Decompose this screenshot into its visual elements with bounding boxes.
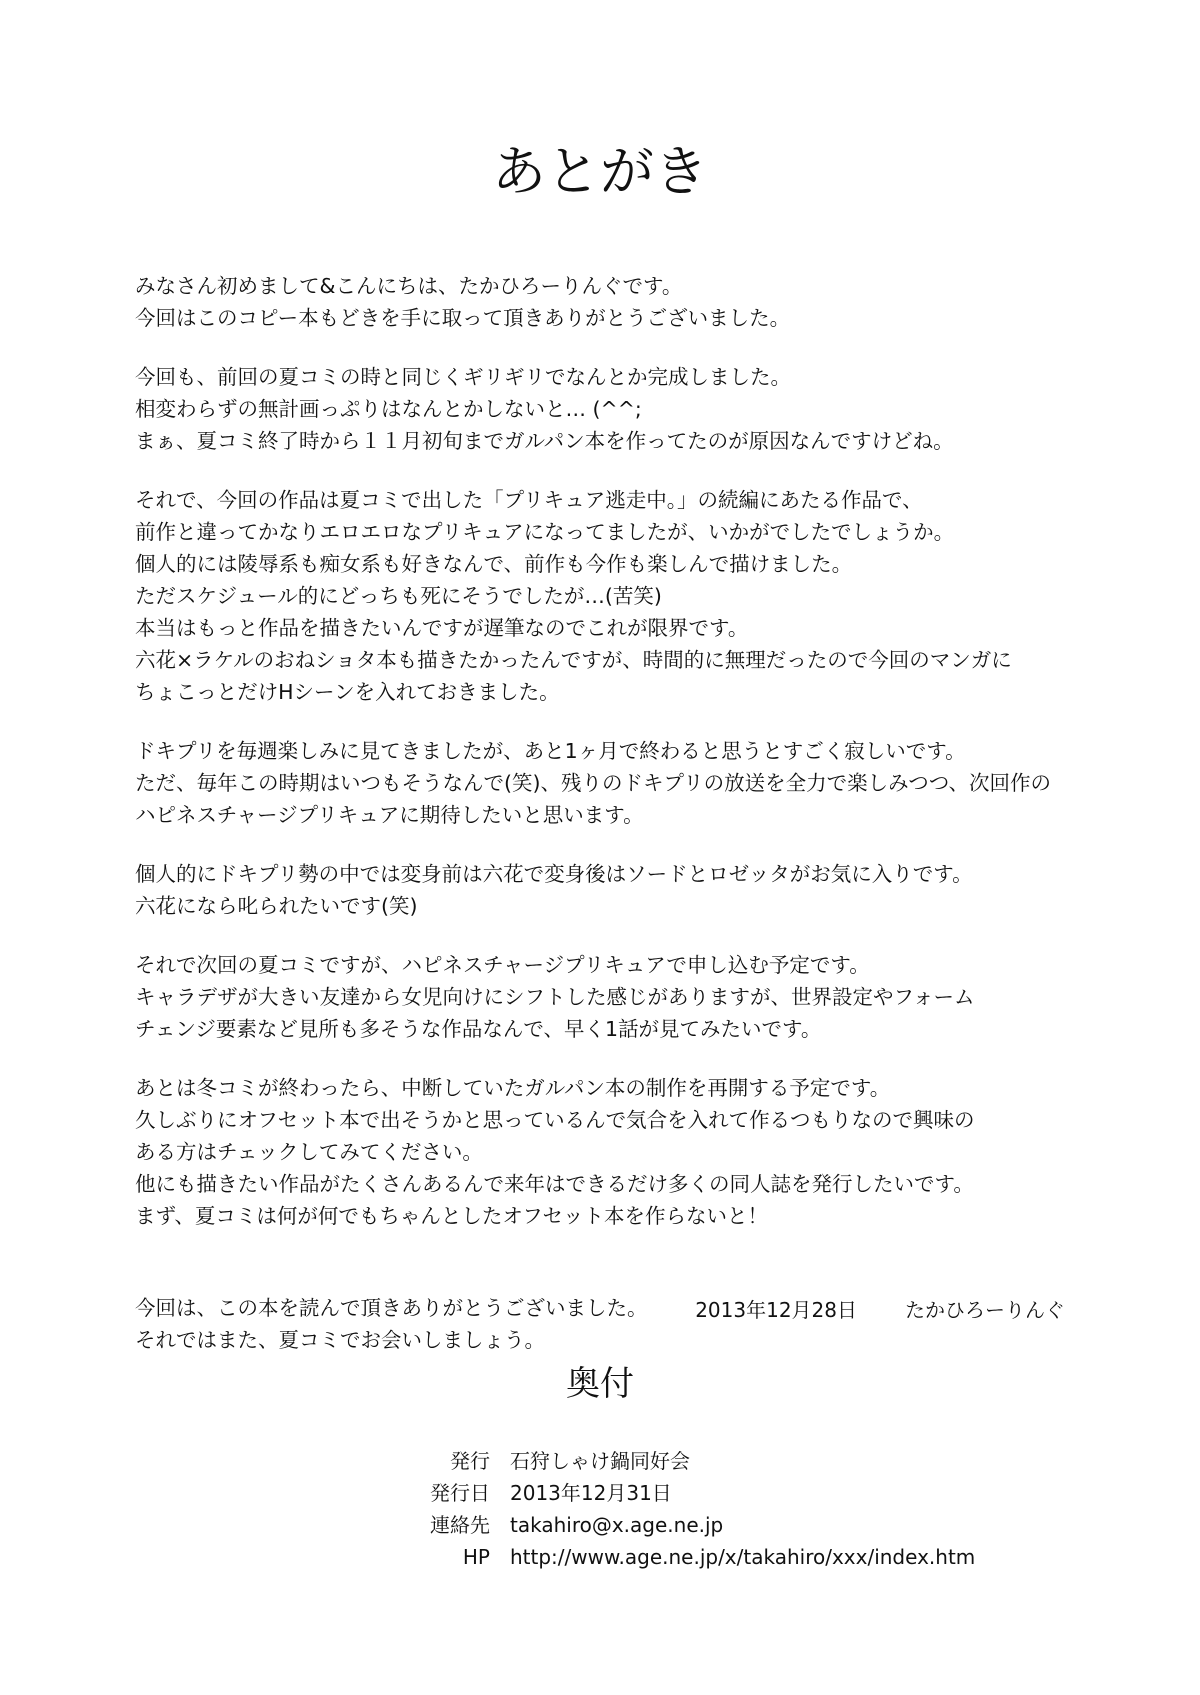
colophon-key: HP bbox=[462, 1545, 490, 1569]
text-line: 久しぶりにオフセット本で出そうかと思っているんで気合を入れて作るつもりなので興味の bbox=[135, 1108, 975, 1132]
text-line: みなさん初めまして&こんにちは、たかひろーりんぐです。 bbox=[135, 274, 683, 298]
paragraph bbox=[135, 735, 1095, 831]
signature bbox=[670, 1265, 1065, 1355]
paragraph bbox=[135, 949, 1095, 1045]
afterword-body bbox=[135, 270, 1095, 1383]
text-line: ハピネスチャージプリキュアに期待したいと思います。 bbox=[135, 803, 644, 827]
text-line: ドキプリを毎週楽しみに見てきましたが、あと1ヶ月で終わると思うとすごく寂しいです。 bbox=[135, 739, 966, 763]
colophon-row bbox=[330, 1477, 930, 1509]
text-line: ただ、毎年この時期はいつもそうなんで(笑)、残りのドキプリの放送を全力で楽しみつつ、次回作の bbox=[135, 771, 1051, 795]
text-line: ちょこっとだけHシーンを入れておきました。 bbox=[135, 680, 560, 704]
signature-author: たかひろーりんぐ bbox=[905, 1298, 1065, 1322]
text-line: チェンジ要素など見所も多そうな作品なんで、早く1話が見てみたいです。 bbox=[135, 1017, 822, 1041]
text-line: ただスケジュール的にどっちも死にそうでしたが…(苦笑) bbox=[135, 584, 662, 608]
text-line: キャラデザが大きい友達から女児向けにシフトした感じがありますが、世界設定やフォーム bbox=[135, 985, 975, 1009]
colophon-key: 発行日 bbox=[430, 1481, 490, 1505]
text-line: ある方はチェックしてみてください。 bbox=[135, 1140, 483, 1164]
colophon-value: takahiro@x.age.ne.jp bbox=[510, 1513, 724, 1537]
paragraph bbox=[135, 484, 1095, 708]
colophon-key: 連絡先 bbox=[430, 1513, 490, 1537]
signature-date: 2013年12月28日 bbox=[695, 1298, 857, 1322]
paragraph bbox=[135, 361, 1095, 457]
text-line: 相変わらずの無計画っぷりはなんとかしないと… (^^; bbox=[135, 397, 642, 421]
paragraph bbox=[135, 1072, 1095, 1232]
text-line: 他にも描きたい作品がたくさんあるんで来年はできるだけ多くの同人誌を発行したいです。 bbox=[135, 1172, 974, 1196]
colophon-row bbox=[330, 1509, 930, 1541]
text-line: それで次回の夏コミですが、ハピネスチャージプリキュアで申し込む予定です。 bbox=[135, 953, 870, 977]
colophon-value: 石狩しゃけ鍋同好会 bbox=[510, 1449, 690, 1473]
colophon-row bbox=[330, 1445, 930, 1477]
text-line: まぁ、夏コミ終了時から１１月初旬までガルパン本を作ってたのが原因なんですけどね。 bbox=[135, 429, 954, 453]
colophon-row bbox=[330, 1541, 976, 1573]
page-title: あとがき bbox=[492, 140, 708, 203]
text-line: 個人的には陵辱系も痴女系も好きなんで、前作も今作も楽しんで描けました。 bbox=[135, 552, 853, 576]
colophon bbox=[330, 1445, 976, 1573]
paragraph bbox=[135, 270, 1095, 334]
colophon-value: 2013年12月31日 bbox=[510, 1481, 672, 1505]
paragraph bbox=[135, 858, 1095, 922]
text-line: 今回は、この本を読んで頂きありがとうございました。 bbox=[135, 1296, 648, 1320]
text-line: それではまた、夏コミでお会いしましょう。 bbox=[135, 1328, 545, 1352]
colophon-title: 奥付 bbox=[566, 1364, 634, 1404]
text-line: 今回も、前回の夏コミの時と同じくギリギリでなんとか完成しました。 bbox=[135, 365, 791, 389]
text-line: まず、夏コミは何が何でもちゃんとしたオフセット本を作らないと！ bbox=[135, 1204, 769, 1228]
text-line: それで、今回の作品は夏コミで出した「プリキュア逃走中。」の続編にあたる作品で、 bbox=[135, 488, 923, 512]
text-line: 個人的にドキプリ勢の中では変身前は六花で変身後はソードとロゼッタがお気に入りです。 bbox=[135, 862, 973, 886]
text-line: 本当はもっと作品を描きたいんですが遅筆なのでこれが限界です。 bbox=[135, 616, 749, 640]
text-line: 今回はこのコピー本もどきを手に取って頂きありがとうございました。 bbox=[135, 306, 791, 330]
colophon-key: 発行 bbox=[450, 1449, 490, 1473]
text-line: 六花になら叱られたいです(笑) bbox=[135, 894, 418, 918]
colophon-value: http://www.age.ne.jp/x/takahiro/xxx/index.htm bbox=[510, 1545, 976, 1569]
text-line: 前作と違ってかなりエロエロなプリキュアになってましたが、いかがでしたでしょうか。 bbox=[135, 520, 955, 544]
text-line: 六花×ラケルのおねショタ本も描きたかったんですが、時間的に無理だったので今回のマンガに bbox=[135, 648, 1012, 672]
text-line: あとは冬コミが終わったら、中断していたガルパン本の制作を再開する予定です。 bbox=[135, 1076, 891, 1100]
